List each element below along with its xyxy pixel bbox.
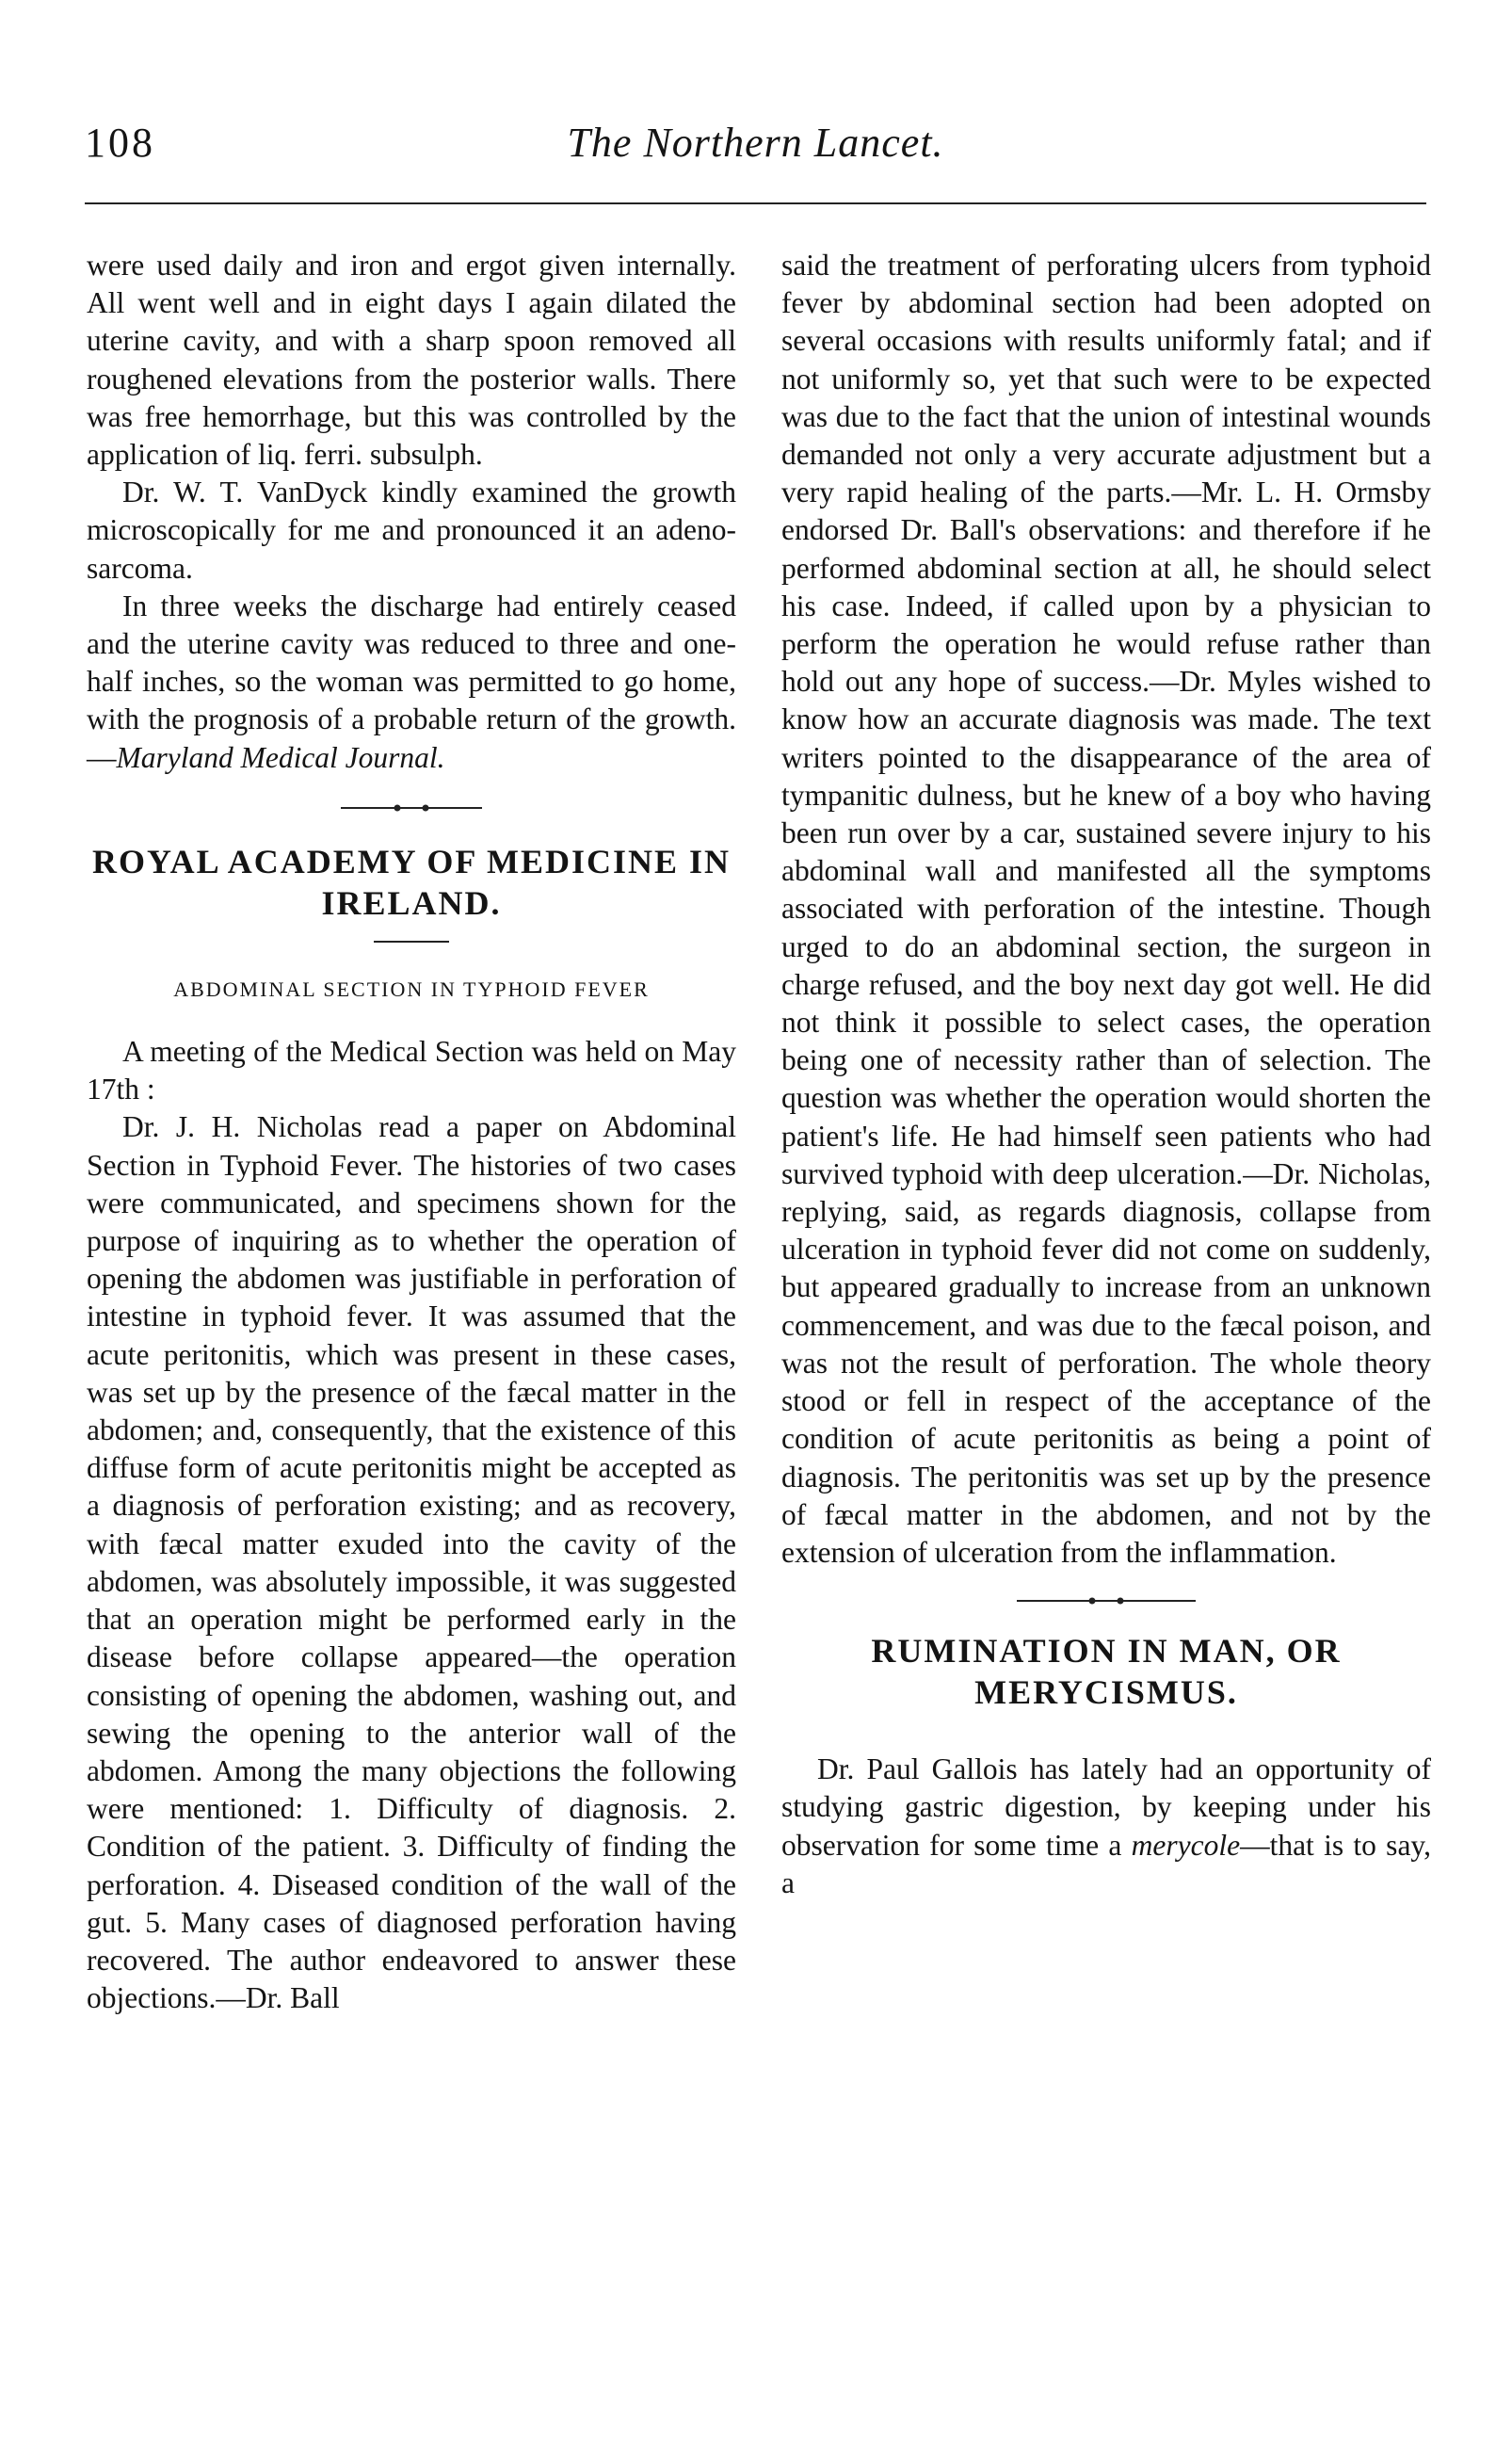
paragraph xyxy=(781,1751,1431,1902)
paragraph: Dr. W. T. VanDyck kindly examined the growth microscopically for me and pronounced it an adeno-sarcoma. xyxy=(87,476,736,585)
spacer xyxy=(781,1713,1431,1751)
page-header xyxy=(85,119,1426,175)
right-column xyxy=(781,247,1431,1902)
section-heading: ROYAL ACADEMY OF MEDICINE IN IRELAND. xyxy=(91,842,732,922)
paragraph: were used daily and iron and ergot given internally. All went well and in eight days I again dilated the uterine cavity, and with a sharp spoon removed all roughened elevations from the posterior walls. There was free hemorrhage, but this was controlled by the application of liq. ferri. subsulph. xyxy=(87,249,736,472)
section-subheading: ABDOMINAL SECTION IN TYPHOID FEVER xyxy=(173,977,650,1001)
section-divider-ornament xyxy=(1017,1596,1196,1606)
running-title: The Northern Lancet. xyxy=(567,120,944,166)
heading-rule xyxy=(374,941,449,943)
section-divider-ornament xyxy=(341,803,482,813)
header-rule xyxy=(85,202,1426,204)
page-number: 108 xyxy=(85,120,155,166)
paragraph: Dr. J. H. Nicholas read a paper on Abdominal Section in Typhoid Fever. The histories of two cases were communicated, and specimens shown for the purpose of inquiring as to whether the operation of opening the abdomen was justifiable in perforation of intestine in typhoid fever. It was assumed that the acute peritonitis, which was present in these cases, was set up by the presence of the fæcal matter in the abdomen; and, consequently, that the existence of this diffuse form of acute peritonitis might be accepted as a diagnosis of perforation existing; and as recovery, with fæcal matter exuded into the cavity of the abdomen, was absolutely impossible, it was suggested that an operation might be performed early in the disease before collapse appeared—the operation consisting of opening the abdomen, washing out, and sewing the opening to the anterior wall of the abdomen. Among the many objections the following were mentioned: 1. Difficulty of diagnosis. 2. Condition of the patient. 3. Difficulty of finding the perforation. 4. Diseased condition of the wall of the gut. 5. Many cases of diagnosed perforation having recovered. The author endeavored to answer these objections.—Dr. Ball xyxy=(87,1110,736,2015)
paragraph-text: In three weeks the discharge had entirely ceased and the uterine cavity was reduced to three and one-half inches, so the woman was permitted to go home, with the prognosis of a probable return of the growth.— xyxy=(87,589,736,774)
paragraph xyxy=(87,588,736,777)
paragraph: A meeting of the Medical Section was held on May 17th : xyxy=(87,1035,736,1106)
left-column xyxy=(87,247,736,2017)
section-heading: RUMINATION IN MAN, OR MERYCISMUS. xyxy=(871,1632,1342,1712)
italic-term: merycole xyxy=(1131,1828,1241,1862)
paragraph: said the treatment of perforating ulcers from typhoid fever by abdominal section had been adopted on several occasions with results uniformly fatal; and if not uniformly so, yet that such were to be expected was due to the fact that the union of intestinal wounds demanded not only a very accurate adjustment but a very rapid healing of the parts.—Mr. L. H. Ormsby endorsed Dr. Ball's observations: and therefore if he performed abdominal section at all, he should select his case. Indeed, if called upon by a physician to perform the operation he would refuse rather than hold out any hope of success.—Dr. Myles wished to know how an accurate diagnosis was made. The text writers pointed to the disappearance of the area of tympanitic dulness, but he knew of a boy who having been run over by a car, sustained severe injury to his abdominal wall and manifested all the symptoms associated with perforation of the intestine. Though urged to do an abdominal section, the surgeon in charge refused, and the boy next day got well. He did not think it possible to select cases, the operation being one of necessity rather than of selection. The question was whether the operation would shorten the patient's life. He had himself seen patients who had survived typhoid with deep ulceration.—Dr. Nicholas, replying, said, as regards diagnosis, collapse from ulceration in typhoid fever did not come on suddenly, but appeared gradually to increase from an unknown commencement, and was due to the fæcal poison, and was not the result of perforation. The whole theory stood or fell in respect of the acceptance of the condition of acute peritonitis as being a point of diagnosis. The peritonitis was set up by the presence of fæcal matter in the abdomen, and not by the extension of ulceration from the inflammation. xyxy=(781,249,1431,1569)
source-citation: Maryland Medical Journal. xyxy=(116,740,445,774)
paragraph-text: Dr. Paul Gallois has lately had an opportunity of studying gastric digestion, by keeping under his observation for some time a xyxy=(781,1752,1431,1862)
paragraph-text: —that is to say, a xyxy=(781,1828,1432,1899)
